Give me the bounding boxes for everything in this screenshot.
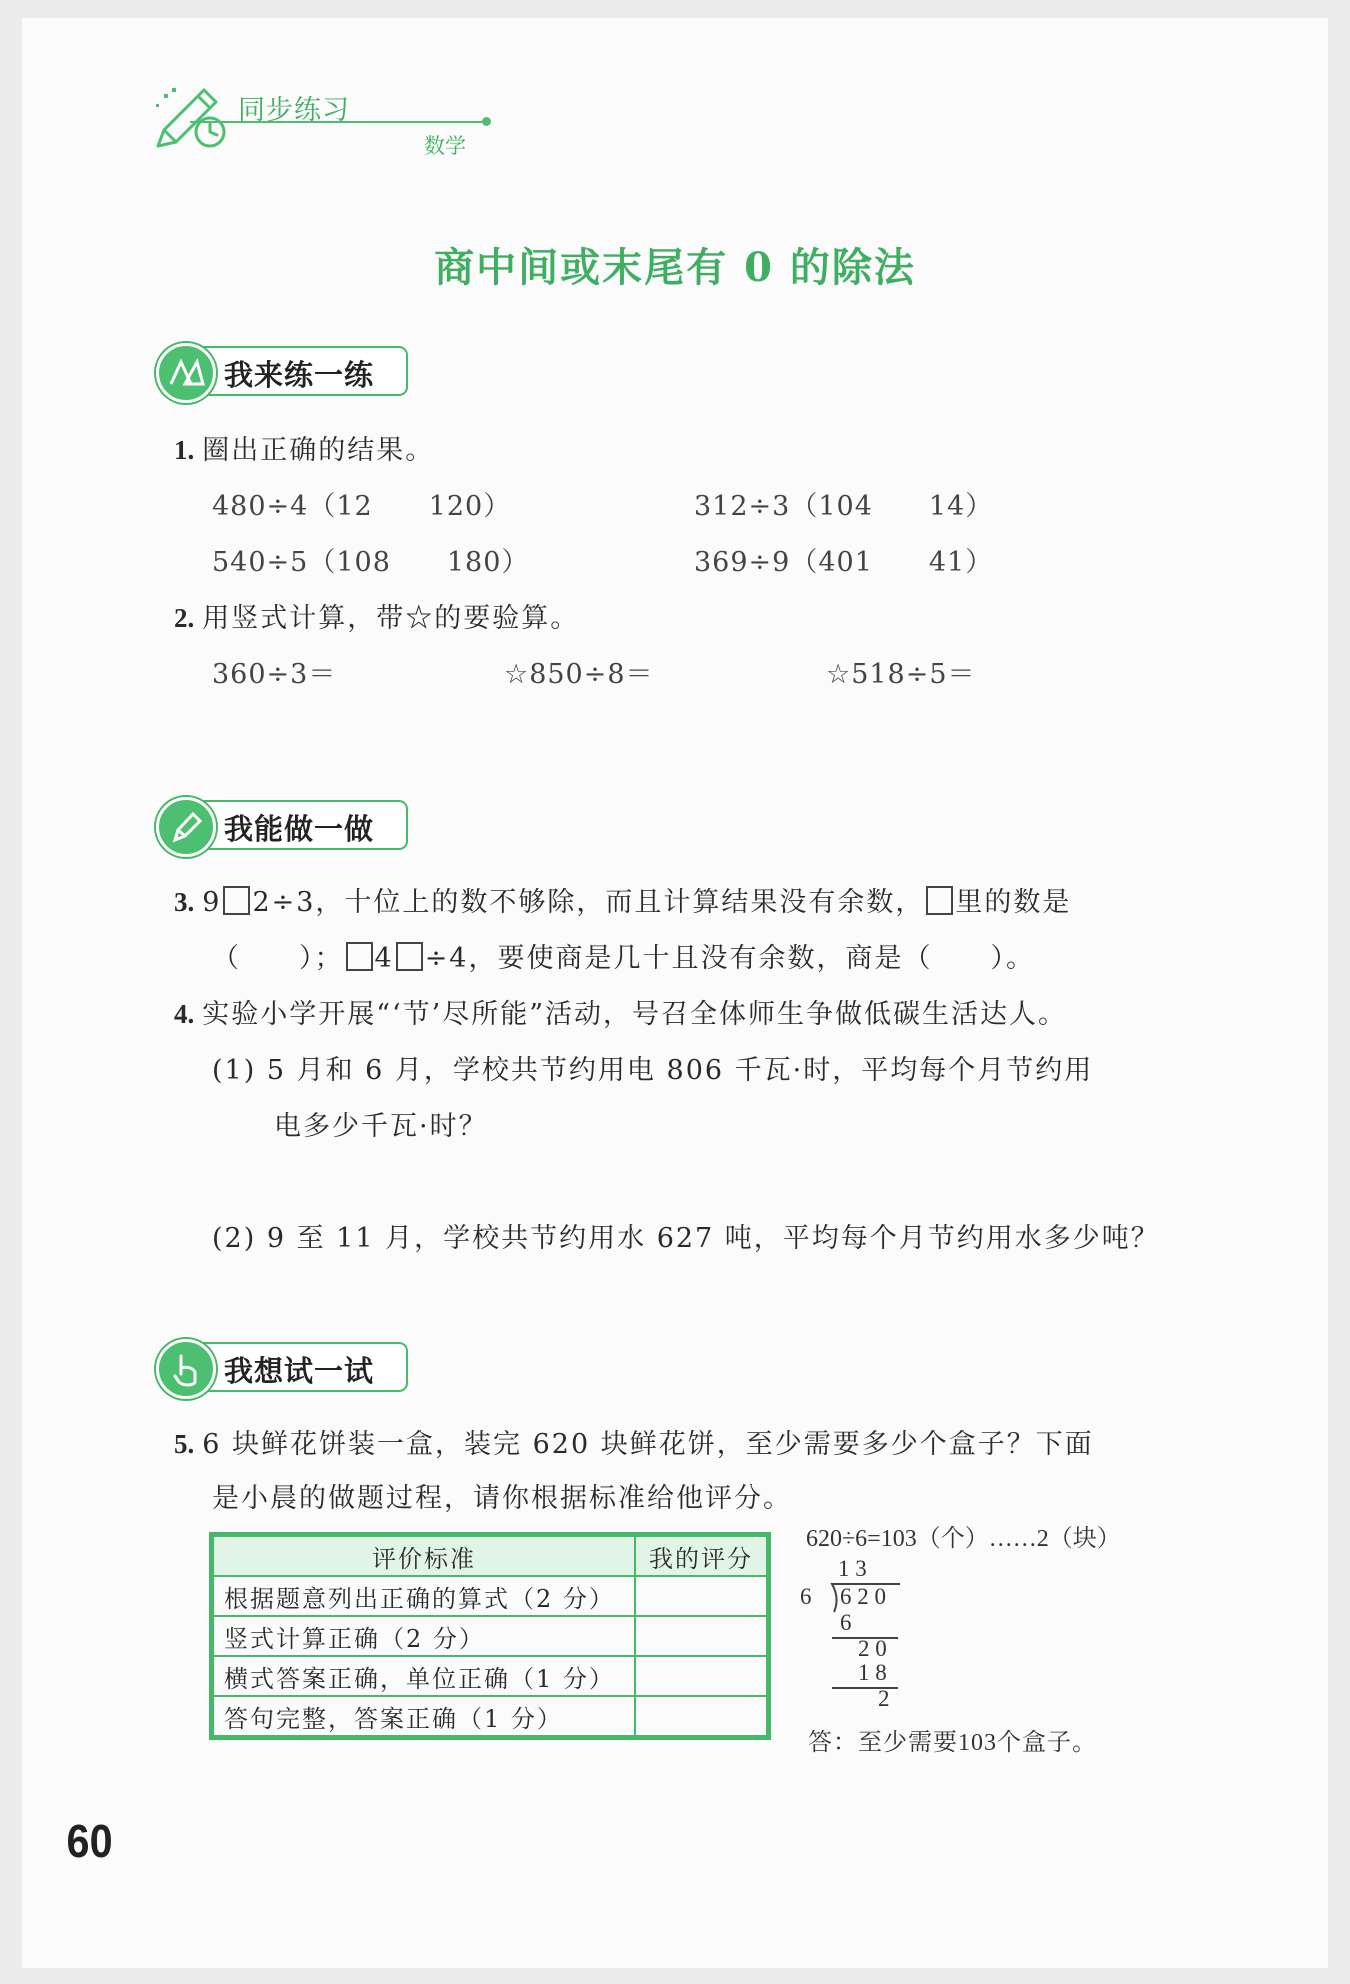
series-name: 同步练习 <box>238 95 350 126</box>
score-cell[interactable] <box>635 1616 767 1656</box>
question-1-text: 圈出正确的结果。 <box>202 435 435 466</box>
table-row <box>213 1696 767 1736</box>
q1-item: 312÷3（104 14） <box>694 491 994 522</box>
blank-box <box>926 886 953 915</box>
question-5-line-2: 是小晨的做题过程，请你根据标准给他评分。 <box>212 1483 792 1514</box>
q2-item: ☆850÷8＝ <box>504 659 654 690</box>
section-label: 我能做一做 <box>224 812 375 846</box>
question-4-text: 实验小学开展“‘节’尽所能”活动，号召全体师生争做低碳生活达人。 <box>202 999 1068 1030</box>
header-rule-dot <box>482 117 491 126</box>
page-number: 60 <box>66 1815 113 1867</box>
criterion-cell: 横式答案正确，单位正确（1 分） <box>213 1656 635 1696</box>
q2-item: ☆518÷5＝ <box>826 659 976 690</box>
long-division-step: 1 8 <box>858 1660 887 1685</box>
table-row <box>213 1576 767 1616</box>
blank-box <box>396 942 423 971</box>
table-header-row <box>213 1536 767 1576</box>
student-equation: 620÷6=103（个）……2（块） <box>806 1526 1121 1552</box>
section-label: 我想试一试 <box>224 1354 375 1388</box>
table-header: 我的评分 <box>635 1536 767 1576</box>
score-cell[interactable] <box>635 1656 767 1696</box>
section-badge-try <box>156 1342 408 1392</box>
question-2: 2. 用竖式计算，带☆的要验算。 <box>174 603 580 634</box>
long-division-remainder: 2 <box>878 1686 890 1711</box>
lesson-title: 商中间或末尾有 0 的除法 <box>434 244 916 291</box>
table-header: 评价标准 <box>213 1536 635 1576</box>
score-cell[interactable] <box>635 1576 767 1616</box>
section-badge-doit <box>156 800 408 850</box>
long-division-step: 2 0 <box>858 1636 887 1661</box>
subject-name: 数学 <box>424 134 466 158</box>
pencil-clock-icon <box>150 80 240 154</box>
q1-item: 480÷4（12 120） <box>212 491 512 522</box>
long-division-divisor: 6 <box>800 1584 812 1609</box>
blank-box <box>346 942 373 971</box>
pointing-hand-icon <box>156 1339 216 1399</box>
question-4: 4. 实验小学开展“‘节’尽所能”活动，号召全体师生争做低碳生活达人。 <box>174 999 1068 1030</box>
pencil-icon <box>156 797 216 857</box>
long-division-dividend: 6 2 0 <box>840 1584 886 1609</box>
section-label: 我来练一练 <box>224 358 375 392</box>
q1-item: 369÷9（401 41） <box>694 547 994 578</box>
q2-item: 360÷3＝ <box>212 659 337 690</box>
table-row <box>213 1656 767 1696</box>
criterion-cell: 根据题意列出正确的算式（2 分） <box>213 1576 635 1616</box>
q4-part-2: (2) 9 至 11 月，学校共节约用水 627 吨，平均每个月节约用水多少吨？ <box>212 1223 1160 1254</box>
question-2-text: 用竖式计算，带☆的要验算。 <box>202 603 580 634</box>
table-row <box>213 1616 767 1656</box>
blank-box <box>223 886 250 915</box>
q4-part-1-line-2: 电多少千瓦·时？ <box>274 1111 488 1142</box>
ruler-compass-icon <box>156 343 216 403</box>
question-3-line-2: （ ）； 4 ÷4，要使商是几十且没有余数，商是（ ）。 <box>212 943 1035 974</box>
criterion-cell: 竖式计算正确（2 分） <box>213 1616 635 1656</box>
question-1: 1. 圈出正确的结果。 <box>174 435 435 466</box>
criterion-cell: 答句完整，答案正确（1 分） <box>213 1696 635 1736</box>
long-division-quotient: 1 3 <box>838 1556 867 1581</box>
evaluation-table <box>212 1535 768 1737</box>
score-cell[interactable] <box>635 1696 767 1736</box>
long-division-step: 6 <box>840 1610 852 1635</box>
student-answer: 答：至少需要103个盒子。 <box>808 1730 1097 1756</box>
section-badge-practice <box>156 346 408 396</box>
q4-part-1-line-1: (1) 5 月和 6 月，学校共节约用电 806 千瓦·时，平均每个月节约用 <box>212 1055 1094 1086</box>
q1-item: 540÷5（108 180） <box>212 547 530 578</box>
question-5-line-1: 5. 6 块鲜花饼装一盒，装完 620 块鲜花饼，至少需要多少个盒子？下面 <box>174 1429 1094 1460</box>
question-3-line-1: 3. 9 2÷3，十位上的数不够除，而且计算结果没有余数， 里的数是 <box>174 887 1072 918</box>
